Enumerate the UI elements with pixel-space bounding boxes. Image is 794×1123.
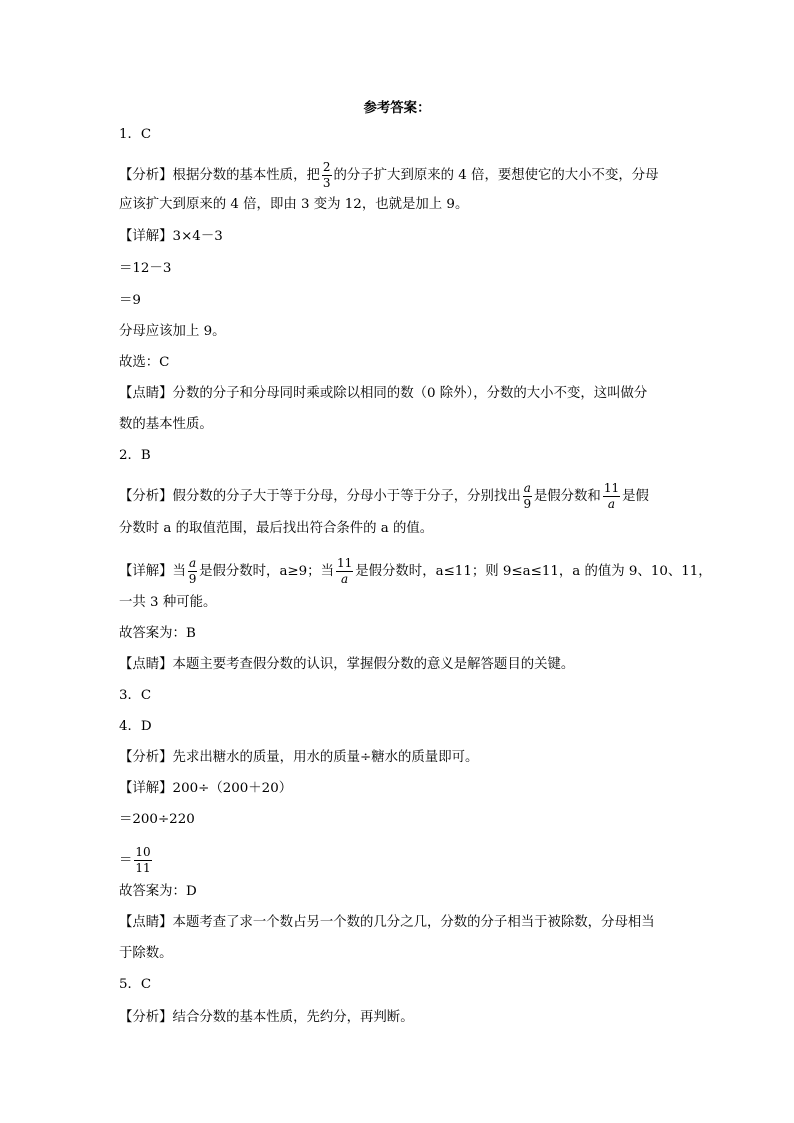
- q2-analysis-text-a: 【分析】假分数的分子大于等于分母，分母小于等于分子，分别找出: [119, 489, 521, 504]
- q2-number: 2．B: [119, 448, 151, 463]
- q2-analysis-line2: 分数时 a 的取值范围，最后找出符合条件的 a 的值。: [119, 521, 434, 536]
- q1-number: 1．C: [119, 127, 152, 142]
- fraction-numerator: a: [188, 556, 197, 570]
- fraction-two-thirds: [322, 161, 332, 190]
- fraction-numerator: 11: [336, 556, 353, 570]
- q2-analysis-text-b: 是假分数和: [533, 489, 601, 504]
- fraction-denominator: 11: [135, 861, 151, 875]
- q4-comment-line1: 【点睛】本题考查了求一个数占另一个数的几分之几，分数的分子相当于被除数，分母相当: [119, 915, 655, 930]
- fraction-a-over-9: [523, 482, 532, 511]
- fraction-numerator: 10: [135, 845, 151, 859]
- fraction-a-over-9: [188, 557, 197, 586]
- q1-step1: ＝12－3: [119, 261, 172, 276]
- q1-analysis-line2: 应该扩大到原来的 4 倍，即由 3 变为 12，也就是加上 9。: [119, 197, 469, 212]
- q1-analysis-text-a: 【分析】根据分数的基本性质，把: [119, 168, 320, 183]
- fraction-denominator: 3: [322, 176, 331, 190]
- fraction-denominator: a: [341, 572, 349, 586]
- q2-answer: 故答案为：B: [119, 626, 196, 641]
- q4-step1: ＝200÷220: [119, 812, 195, 827]
- q2-detail-line2: 一共 3 种可能。: [119, 595, 217, 610]
- q1-analysis-line1: [119, 160, 659, 190]
- q2-detail-line1: [119, 556, 712, 586]
- q4-comment-line2: 于除数。: [119, 946, 173, 961]
- q3-number: 3．C: [119, 688, 152, 703]
- fraction-denominator: 9: [188, 572, 197, 586]
- page-title: 参考答案：: [363, 100, 431, 116]
- q2-analysis-text-c: 是假: [622, 489, 649, 504]
- q4-analysis: 【分析】先求出糖水的质量，用水的质量÷糖水的质量即可。: [119, 750, 479, 765]
- equals-sign: ＝: [119, 853, 133, 868]
- q5-number: 5．C: [119, 977, 152, 992]
- q4-detail: 【详解】200÷（200＋20）: [119, 781, 293, 796]
- q5-analysis: 【分析】结合分数的基本性质，先约分，再判断。: [119, 1010, 414, 1025]
- q2-detail-text-a: 【详解】当: [119, 564, 186, 579]
- q2-detail-text-c: 是假分数时，a≤11；则 9≤a≤11，a 的值为 9、10、11，: [355, 564, 712, 579]
- q1-comment-line2: 数的基本性质。: [119, 417, 213, 432]
- q4-step2: [119, 845, 154, 875]
- q4-number: 4．D: [119, 719, 152, 734]
- q2-analysis-line1: [119, 481, 649, 511]
- q2-detail-text-b: 是假分数时，a≥9；当: [199, 564, 334, 579]
- fraction-10-over-11: [134, 846, 151, 875]
- fraction-numerator: a: [523, 481, 531, 495]
- q4-answer: 故答案为：D: [119, 884, 197, 899]
- q2-comment: 【点睛】本题主要考查假分数的认识，掌握假分数的意义是解答题目的关键。: [119, 657, 575, 672]
- fraction-denominator: a: [607, 497, 616, 511]
- fraction-11-over-a: [603, 482, 620, 511]
- q1-analysis-text-b: 的分子扩大到原来的 4 倍，要想使它的大小不变，分母: [333, 168, 659, 183]
- q1-detail: 【详解】3×4－3: [119, 229, 223, 244]
- fraction-denominator: 9: [523, 497, 532, 511]
- q1-comment-line1: 【点睛】分数的分子和分母同时乘或除以相同的数（0 除外），分数的大小不变，这叫做分: [119, 386, 648, 401]
- q1-step3: 分母应该加上 9。: [119, 324, 226, 339]
- fraction-11-over-a: [336, 557, 353, 586]
- fraction-numerator: 11: [603, 481, 620, 495]
- q1-step2: ＝9: [119, 293, 141, 308]
- q1-answer: 故选：C: [119, 355, 170, 370]
- fraction-numerator: 2: [322, 160, 331, 174]
